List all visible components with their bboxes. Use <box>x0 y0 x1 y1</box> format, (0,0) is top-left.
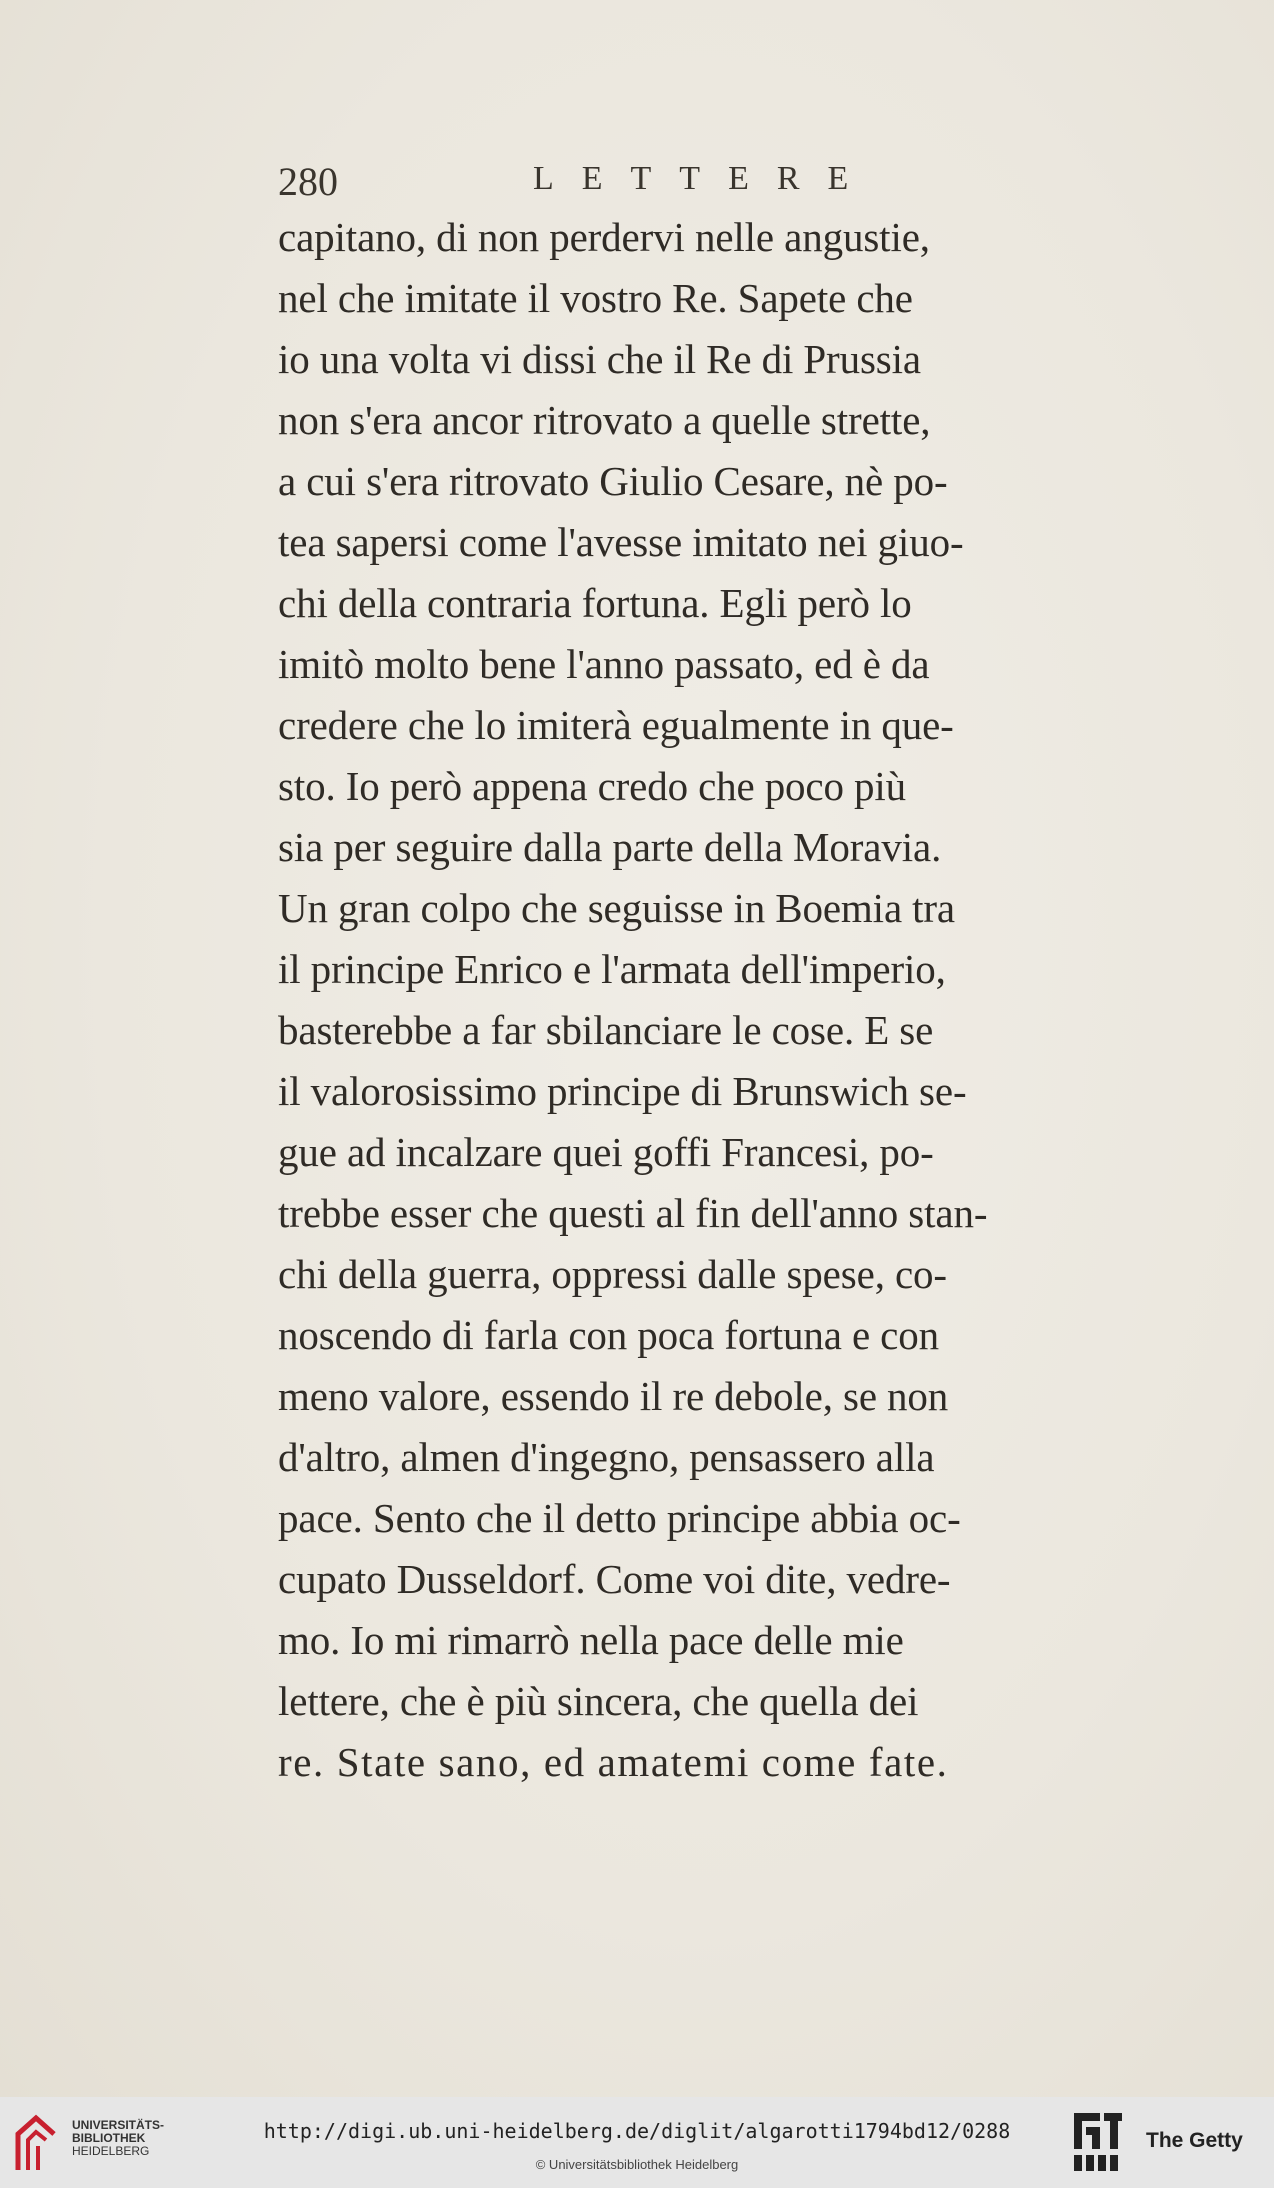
text-line: sia per seguire dalla parte della Moravia. <box>278 824 942 870</box>
getty-logo-icon <box>1072 2111 1124 2173</box>
text-line: imitò molto bene l'anno passato, ed è da <box>278 641 930 687</box>
text-line: Un gran colpo che seguisse in Boemia tra <box>278 885 956 931</box>
text-line: io una volta vi dissi che il Re di Prussia <box>278 336 921 382</box>
text-line: gue ad incalzare quei goffi Francesi, po- <box>278 1129 934 1175</box>
text-line: mo. Io mi rimarrò nella pace delle mie <box>278 1617 904 1663</box>
text-line: nel che imitate il vostro Re. Sapete che <box>278 275 913 321</box>
running-title: LETTERE <box>533 160 877 197</box>
footer-bar <box>0 2097 1274 2188</box>
page-header <box>278 158 978 208</box>
text-line: lettere, che è più sincera, che quella dei <box>278 1678 919 1724</box>
institution-line-1: UNIVERSITÄTS- <box>72 2118 165 2132</box>
text-line: pace. Sento che il detto principe abbia oc- <box>278 1495 961 1541</box>
page-number: 280 <box>278 159 338 204</box>
text-line: noscendo di farla con poca fortuna e con <box>278 1312 939 1358</box>
text-line: re. State sano, ed amatemi come fate. <box>278 1739 949 1785</box>
institution-line-2: BIBLIOTHEK <box>72 2131 146 2145</box>
text-line: sto. Io però appena credo che poco più <box>278 763 906 809</box>
institution-line-3: HEIDELBERG <box>72 2144 150 2158</box>
text-line: il valorosissimo principe di Brunswich se- <box>278 1068 967 1114</box>
text-line: chi della contraria fortuna. Egli però lo <box>278 580 912 626</box>
text-line: non s'era ancor ritrovato a quelle strette, <box>278 397 931 443</box>
sponsor-name: The Getty <box>1146 2129 1243 2152</box>
text-line: chi della guerra, oppressi dalle spese, co- <box>278 1251 947 1297</box>
letter-text <box>278 207 1208 1793</box>
text-line: tea sapersi come l'avesse imitato nei giuo- <box>278 519 964 565</box>
text-line: trebbe esser che questi al fin dell'anno stan- <box>278 1190 988 1236</box>
text-line: a cui s'era ritrovato Giulio Cesare, nè po- <box>278 458 948 504</box>
text-line: d'altro, almen d'ingegno, pensassero alla <box>278 1434 935 1480</box>
copyright-notice: © Universitätsbibliothek Heidelberg <box>535 2157 739 2172</box>
permalink-url[interactable]: http://digi.ub.uni-heidelberg.de/diglit/algarotti1794bd12/0288 <box>263 2119 1011 2143</box>
text-line: credere che lo imiterà egualmente in que- <box>278 702 954 748</box>
text-line: meno valore, essendo il re debole, se non <box>278 1373 949 1419</box>
text-line: cupato Dusseldorf. Come voi dite, vedre- <box>278 1556 951 1602</box>
text-line: il principe Enrico e l'armata dell'imperio, <box>278 946 946 992</box>
text-line: capitano, di non perdervi nelle angustie, <box>278 214 930 260</box>
text-line: basterebbe a far sbilanciare le cose. E se <box>278 1007 934 1053</box>
